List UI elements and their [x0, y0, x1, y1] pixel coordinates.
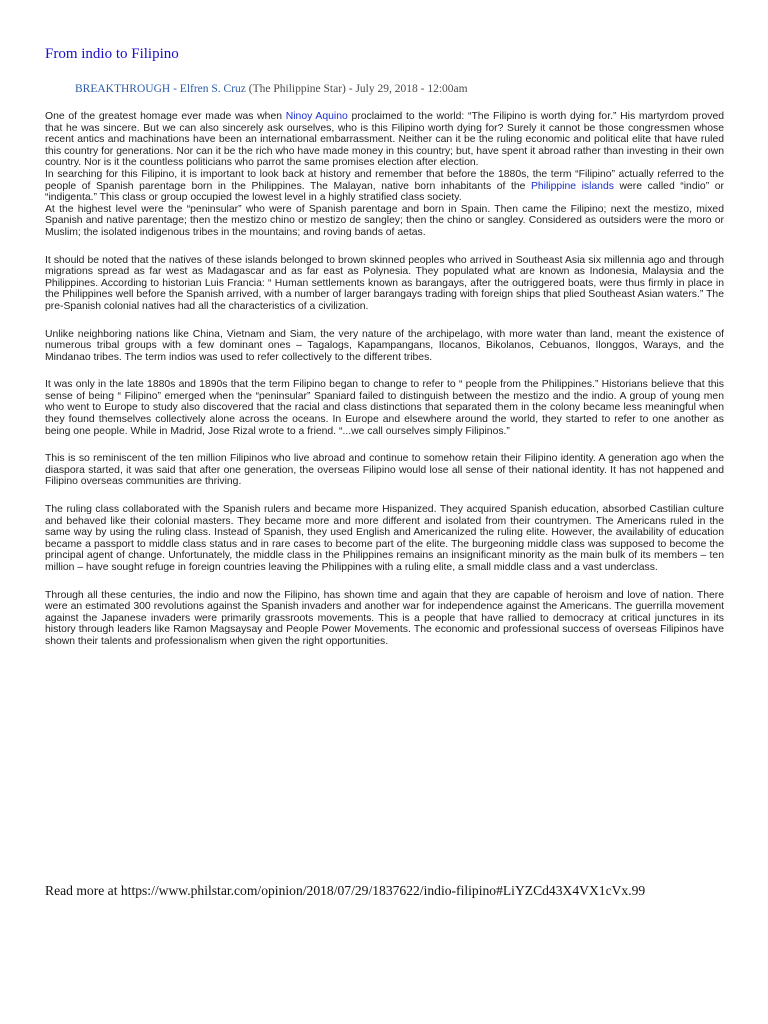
- paragraph-6: It was only in the late 1880s and 1890s that the term Filipino began to change to refer to “ people from the Philippines.” Historians believe that this sense of being “ Filipino” emerged when the “peninsular” Spaniard failed to distinguish between the mestizo and the indio. A group of young men who went to Europe to study also discovered that the racial and class distinctions that separated them in the colony became less meaningful when they found themselves collectively alone across the oceans. In Europe and elsewhere around the world, they started to refer to one another as being one people. While in Madrid, Jose Rizal wrote to a friend. “...we call ourselves simply Filipinos.”: [45, 379, 724, 437]
- paragraph-7: This is so reminiscent of the ten million Filipinos who live abroad and continue to somehow retain their Filipino identity. A generation ago when the diaspora started, it was said that after one generation, the overseas Filipino would lose all sense of their national identity. It has not happened and Filipino overseas communities are thriving.: [45, 453, 724, 488]
- paragraph-1-post: proclaimed to the world: “The Filipino is worth dying for.” His martyrdom proved that he was sincere. But we can also sincerely ask ourselves, who is this Filipino worth dying for? Surely it cannot be those congressmen whose recent antics and machinations have been an international embarrassment. Neither can it be the ruling economic and political elite that have ruled this country for generations. Nor can it be the rich who have made money in this country; but, have spent it abroad rather than investing in their own country. Nor is it the countless politicians who parrot the same promises election after election.: [45, 111, 724, 169]
- article-body: [45, 111, 724, 648]
- paragraph-5: Unlike neighboring nations like China, Vietnam and Siam, the very nature of the archipelago, with more water than land, meant the existence of numerous tribal groups with a few dominant ones – Tagalogs, Kapampangans, Ilocanos, Bikolanos, Cebuanos, Ilonggos, Warays, and the Mindanao tribes. The term indios was used to refer collectively to the different tribes.: [45, 328, 724, 363]
- byline-author: Elfren S. Cruz: [179, 83, 246, 95]
- paragraph-4: It should be noted that the natives of these islands belonged to brown skinned peoples who arrived in Southeast Asia six millennia ago and through migrations spread as far west as Madagascar and as far east as Polynesia. They populated what are known as Indonesia, Malaysia and the Philippines. According to historian Luis Francia: “ Human settlements known as barangays, after the outriggered boats, were thus firmly in place in the Philippines well before the Spanish arrived, with a number of larger barangays trading with foreign ships that plied Southeast Asian waters.” The pre-Spanish colonial natives had all the characteristics of a civilization.: [45, 254, 724, 312]
- paragraph-2-pre: In searching for this Filipino, it is important to look back at history and remember that before the 1880s, the term “Filipino” actually referred to the people of Spanish parentage born in the Philippines. The Malayan, native born inhabitants of the: [45, 168, 724, 192]
- paragraph-1: [45, 111, 724, 169]
- byline-source-date: (The Philippine Star) - July 29, 2018 - 12:00am: [245, 83, 468, 95]
- paragraph-3: At the highest level were the “peninsular” who were of Spanish parentage and born in Spain. Then came the Filipino; next the mestizo, mixed Spanish and native parentage; then the mestizo chino or mestizo de sangley; then the chino or sangley. Considered as outsiders were the moro or Muslim; the isolated indigenous tribes in the mountains; and roving bands of aetas.: [45, 203, 724, 238]
- read-more-link[interactable]: Read more at https://www.philstar.com/opinion/2018/07/29/1837622/indio-filipino#LiYZCd43X4VX1cVx.99: [45, 883, 646, 898]
- byline-column-name: BREAKTHROUGH: [75, 83, 171, 95]
- paragraph-2-post: were called “indio” or “indigenta.” This class or group occupied the lowest level in a highly stratified class society.: [45, 180, 724, 204]
- byline-separator: -: [170, 83, 180, 95]
- ninoy-aquino-link[interactable]: Ninoy Aquino: [285, 111, 348, 122]
- paragraph-8: The ruling class collaborated with the Spanish rulers and became more Hispanized. They acquired Spanish education, absorbed Castilian culture and behaved like their colonial masters. They became more and more different and isolated from their countrymen. The Americans ruled in the same way by using the ruling class. Instead of Spanish, they used English and Americanized the ruling elite. However, the availability of education became a passport to middle class status and in rare cases to become part of the elite. The burgeoning middle class was supposed to become the principal agent of change. Unfortunately, the middle class in the Philippines remains an insignificant minority as the main bulk of its members – ten million – have sought refuge in foreign countries leaving the Philippines with a ruling elite, a small middle class and a vast underclass.: [45, 504, 724, 573]
- philippine-islands-link[interactable]: Philippine islands: [530, 180, 614, 192]
- article-byline: [75, 83, 468, 95]
- paragraph-1-pre: One of the greatest homage ever made was when: [45, 111, 286, 122]
- paragraph-9: Through all these centuries, the indio and now the Filipino, has shown time and again that they are capable of heroism and love of nation. There were an estimated 300 revolutions against the Spanish invaders and another war for independence against the Americans. The guerrilla movement against the Japanese invaders were primarily grassroots movements. This is a people that have rallied to democracy at critical junctures in its history through leaders like Ramon Magsaysay and People Power Movements. The economic and professional success of overseas Filipinos have shown their talents and professionalism when given the right opportunities.: [45, 589, 724, 647]
- paragraph-2: [45, 169, 724, 204]
- article-title: From indio to Filipino: [45, 46, 179, 62]
